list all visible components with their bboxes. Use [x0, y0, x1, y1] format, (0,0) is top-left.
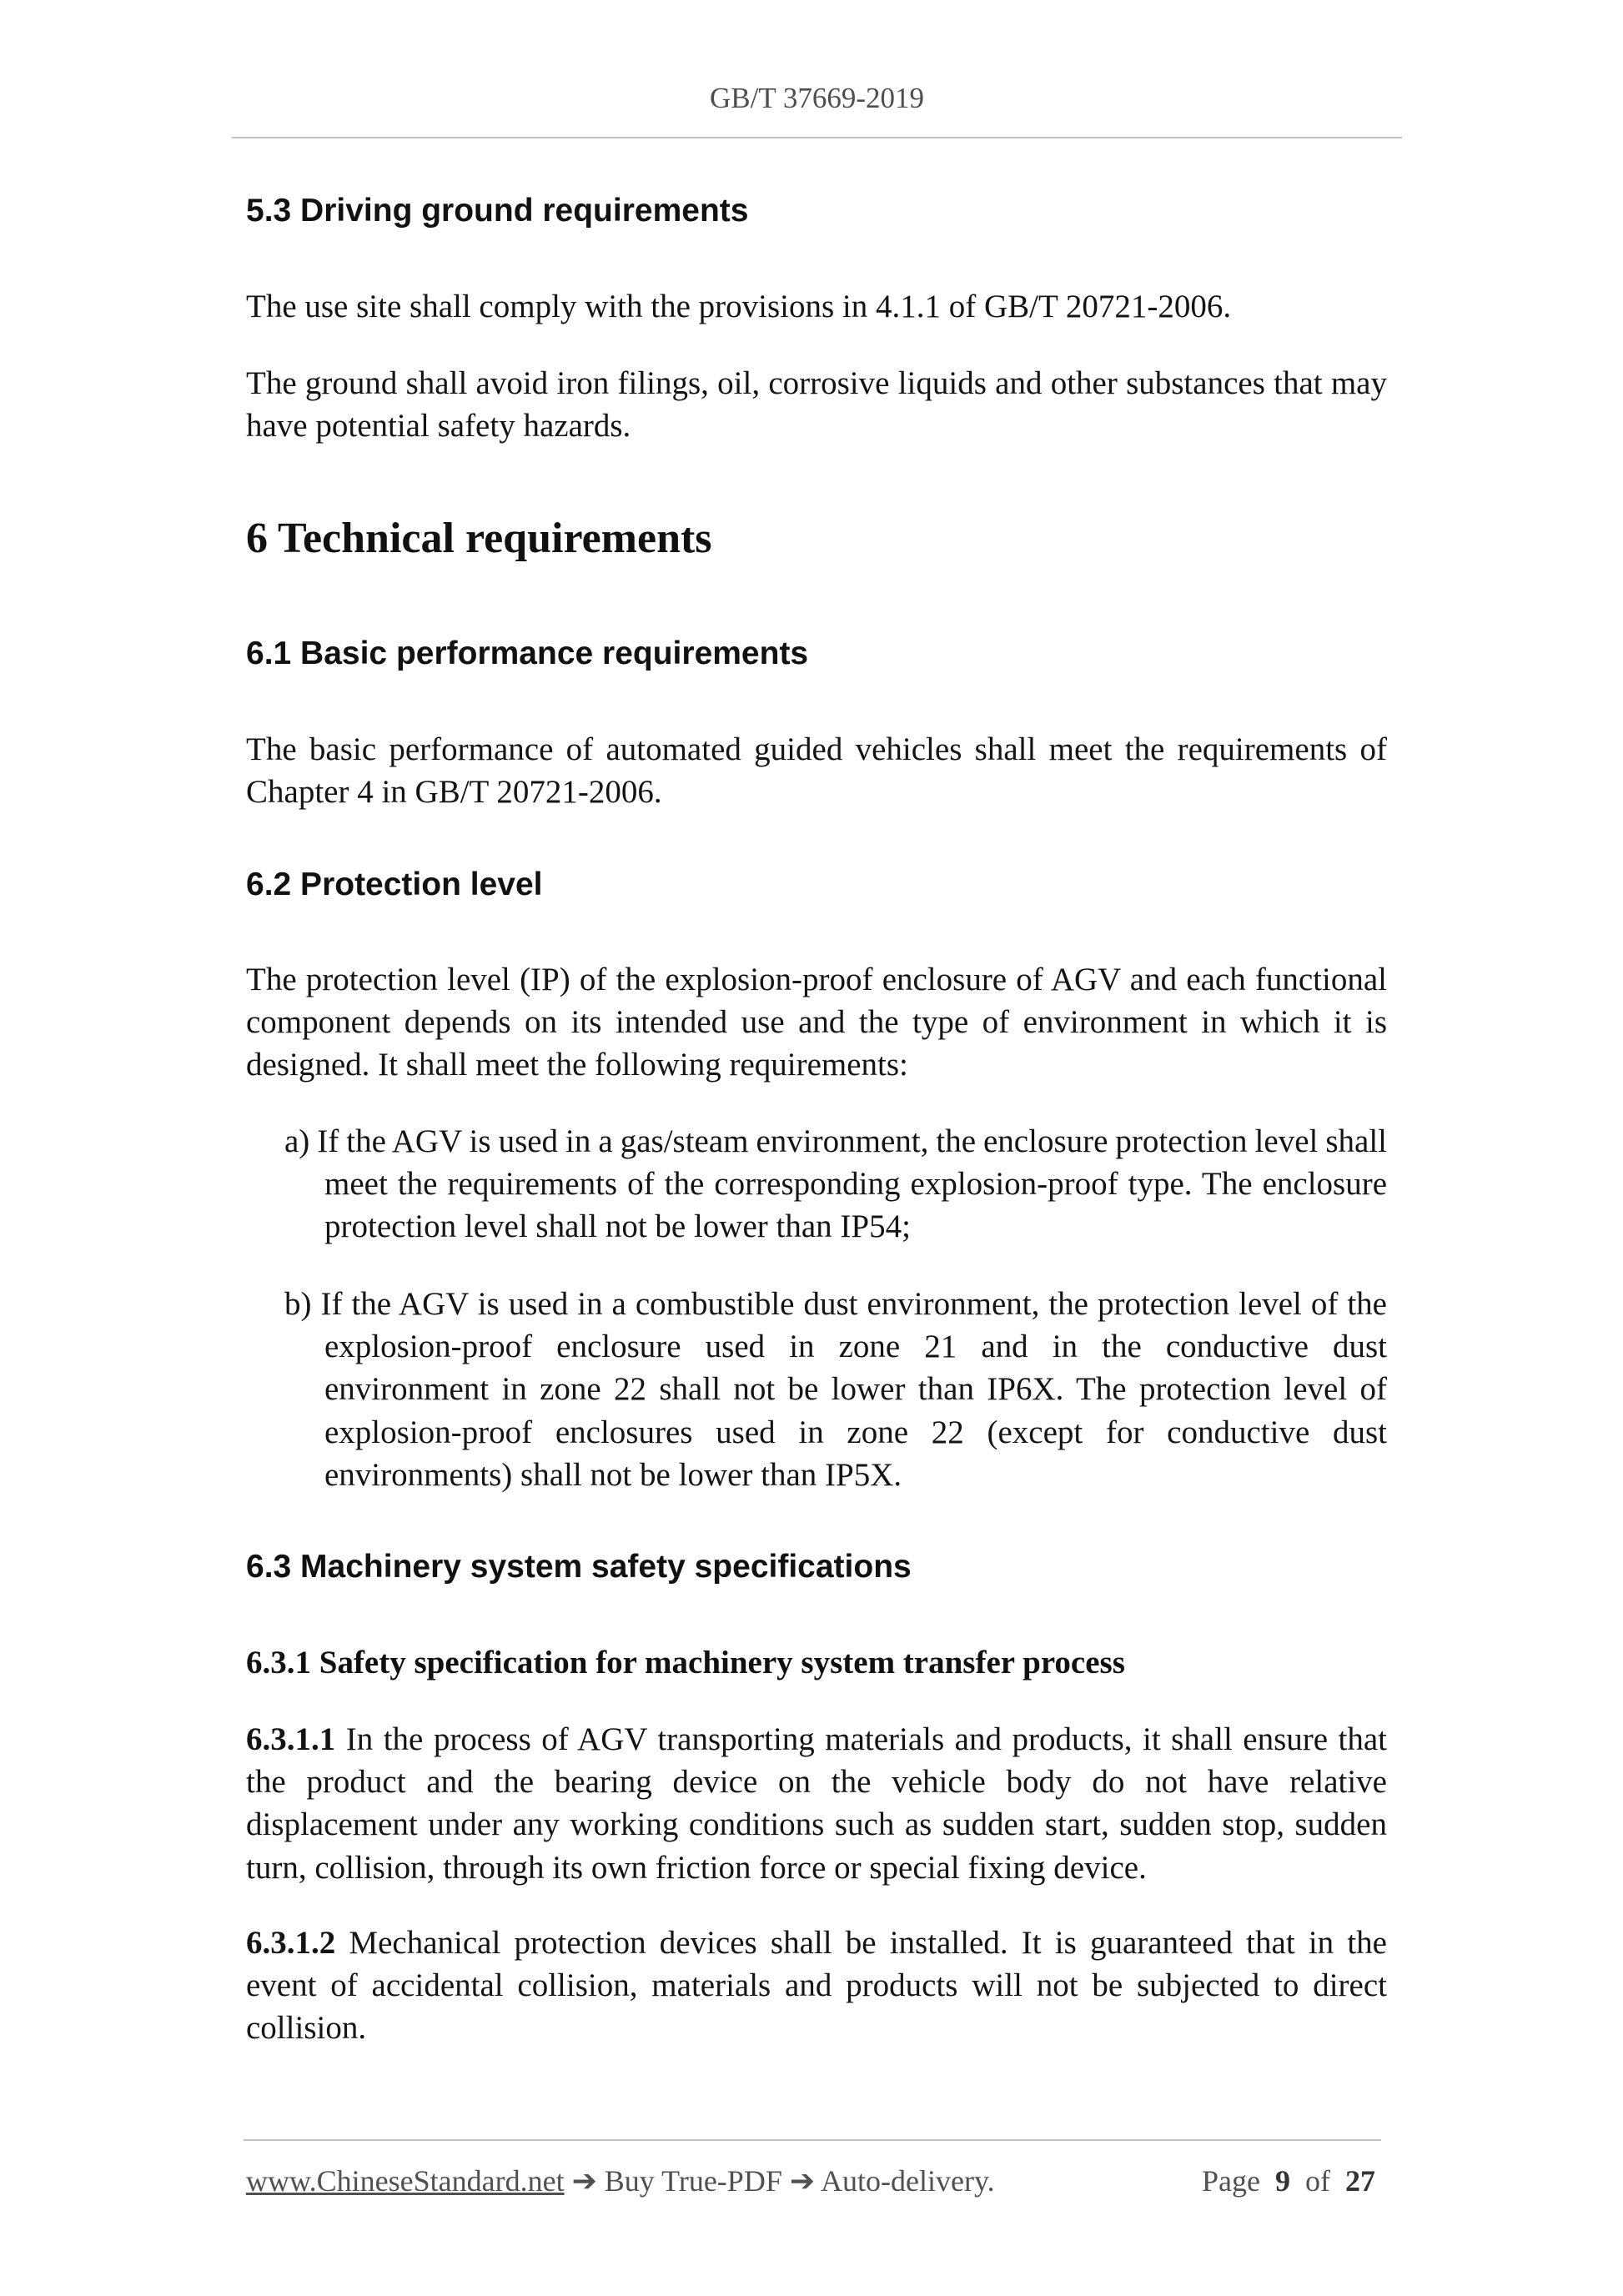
clause-text: In the process of AGV transporting materials and products, it shall ensure that [345, 1721, 1388, 1757]
footer-tagline: ➔ Buy True-PDF ➔ Auto-delivery. [571, 2164, 995, 2198]
chapter-heading-6: 6 Technical requirements [246, 515, 712, 562]
text-line: The basic performance of automated guided vehicles shall meet the requirements of [246, 731, 1387, 767]
text-line: have potential safety hazards. [246, 408, 631, 445]
text-line: component depends on its intended use and the type of environment in which it is [246, 1004, 1387, 1041]
clause-text: Mechanical protection devices shall be installed. It is guaranteed that in the [349, 1925, 1387, 1961]
text-line: displacement under any working conditions such as sudden start, sudden stop, sudden [246, 1806, 1387, 1843]
page-total: 27 [1345, 2164, 1375, 2198]
text-line: meet the requirements of the corresponding explosion-proof type. The enclosure [324, 1166, 1387, 1203]
text-line: protection level shall not be lower than IP54; [324, 1208, 911, 1245]
text-line: a) If the AGV is used in a gas/steam environment, the enclosure protection level shall [284, 1123, 1387, 1159]
document-header-code: GB/T 37669-2019 [710, 82, 924, 114]
text-line: event of accidental collision, materials and products will not be subjected to direct [246, 1967, 1387, 2004]
text-line: designed. It shall meet the following requirements: [246, 1047, 908, 1083]
text-line: The use site shall comply with the provisions in 4.1.1 of GB/T 20721-2006. [246, 289, 1232, 324]
text-line: turn, collision, through its own friction force or special fixing device. [246, 1849, 1147, 1886]
footer-promo [246, 2163, 995, 2199]
subsection-heading-6-3-1: 6.3.1 Safety specification for machinery system transfer process [246, 1645, 1125, 1681]
section-heading-5-3: 5.3 Driving ground requirements [246, 193, 749, 229]
page-indicator [1202, 2163, 1375, 2199]
text-line: explosion-proof enclosures used in zone 22 (except for conductive dust [324, 1414, 1387, 1450]
section-heading-6-2: 6.2 Protection level [246, 867, 543, 902]
text-line: b) If the AGV is used in a combustible dust environment, the protection level of the [284, 1286, 1387, 1322]
text-line [246, 1718, 1387, 1761]
paragraph [246, 285, 1387, 328]
page-number: 9 [1275, 2164, 1290, 2198]
section-heading-6-1: 6.1 Basic performance requirements [246, 636, 809, 671]
text-line: the product and the bearing device on the vehicle body do not have relative [246, 1764, 1387, 1801]
text-line [246, 1922, 1387, 1964]
paragraph [246, 362, 1387, 447]
list-item-a [284, 1120, 1387, 1248]
paragraph [246, 958, 1387, 1087]
header-rule [232, 137, 1402, 138]
clause-6-3-1-2 [246, 1922, 1387, 2050]
text-line: environments) shall not be lower than IP5X. [324, 1456, 902, 1493]
footer-link[interactable]: www.ChineseStandard.net [246, 2164, 565, 2198]
text-line: collision. [246, 2010, 367, 2047]
list-item-b [284, 1283, 1387, 1496]
text-line: Chapter 4 in GB/T 20721-2006. [246, 774, 662, 811]
footer-rule [244, 2139, 1381, 2141]
page-of-label: of [1305, 2164, 1330, 2198]
clause-number: 6.3.1.2 [246, 1925, 336, 1961]
page-label: Page [1202, 2164, 1260, 2198]
text-line: environment in zone 22 shall not be lower than IP6X. The protection level of [324, 1371, 1387, 1408]
paragraph [246, 728, 1387, 813]
text-line: explosion-proof enclosure used in zone 21 and in the conductive dust [324, 1329, 1387, 1365]
text-line: The protection level (IP) of the explosion-proof enclosure of AGV and each functional [246, 962, 1387, 997]
clause-number: 6.3.1.1 [246, 1721, 336, 1757]
clause-6-3-1-1 [246, 1718, 1387, 1889]
section-heading-6-3: 6.3 Machinery system safety specifications [246, 1549, 912, 1585]
text-line: The ground shall avoid iron filings, oil, corrosive liquids and other substances that may [246, 365, 1387, 401]
